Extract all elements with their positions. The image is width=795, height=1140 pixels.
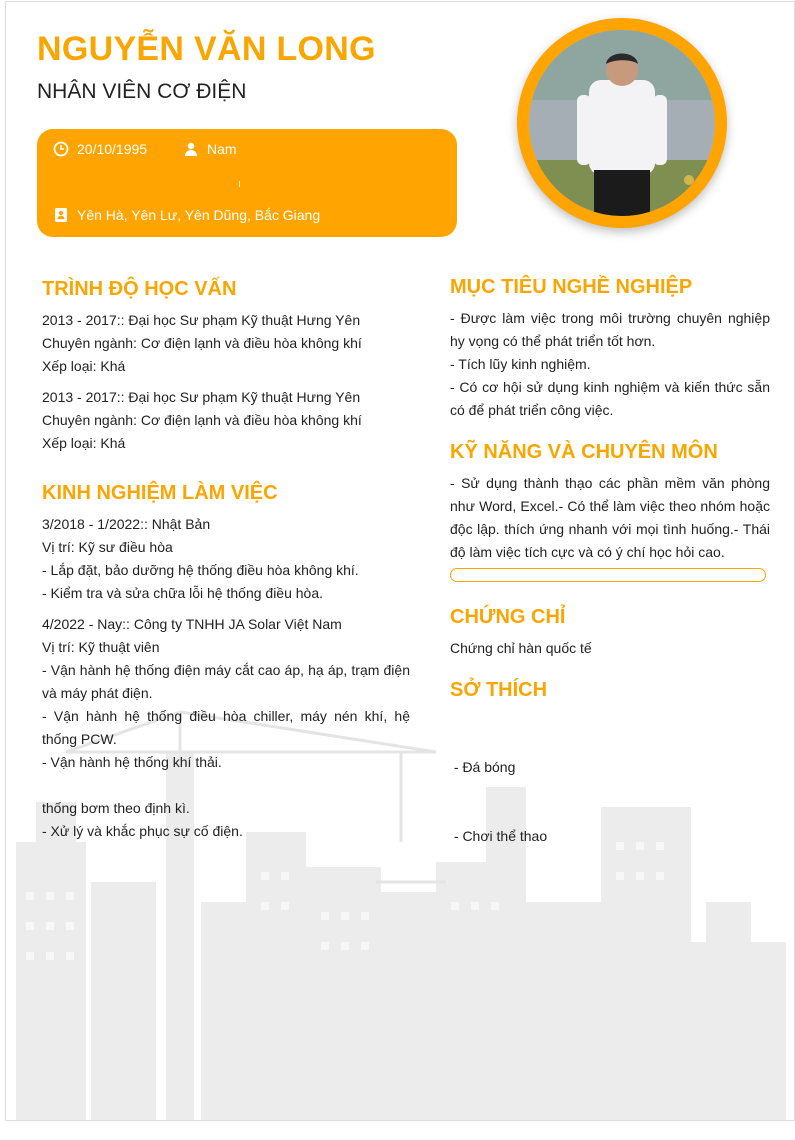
- education-entry-2-period: 2013 - 2017:: Đại học Sư phạm Kỹ thuật Hưng Yên: [42, 389, 361, 405]
- divider-mark: [239, 181, 240, 187]
- education-list: [42, 309, 422, 455]
- job-2-period: 4/2022 - Nay:: Công ty TNHH JA Solar Việt Nam: [42, 616, 342, 632]
- gender-value: Nam: [207, 141, 237, 157]
- job-1-task-2: - Kiểm tra và sửa chữa lỗi hệ thống điều hòa.: [42, 585, 324, 601]
- experience-heading: KINH NGHIỆM LÀM VIỆC: [42, 482, 278, 504]
- clock-icon: [53, 141, 69, 157]
- education-heading: TRÌNH ĐỘ HỌC VẤN: [42, 278, 237, 300]
- education-entry-1-major: Chuyên ngành: Cơ điện lạnh và điều hòa không khí: [42, 335, 362, 351]
- address-value: Yên Hà, Yên Lư, Yên Dũng, Bắc Giang: [77, 207, 321, 223]
- job-2-task-2: - Vận hành hệ thống điều hòa chiller, máy nén khí, hệ thống PCW.: [42, 708, 410, 747]
- skills-text: [450, 472, 770, 564]
- job-title: NHÂN VIÊN CƠ ĐIỆN: [37, 80, 247, 103]
- job-2-task-5: - Xử lý và khắc phục sự cố điện.: [42, 823, 243, 839]
- certificates-heading: CHỨNG CHỈ: [450, 606, 566, 628]
- objective-line-2: - Tích lũy kinh nghiệm.: [450, 356, 591, 372]
- skills-heading: KỸ NĂNG VÀ CHUYÊN MÔN: [450, 441, 718, 463]
- profile-photo: [529, 30, 715, 216]
- education-entry-2-grade: Xếp loại: Khá: [42, 435, 126, 451]
- address-book-icon: [53, 207, 69, 223]
- address-item: [53, 207, 320, 223]
- birthdate-item: [53, 141, 147, 157]
- education-entry-1-grade: Xếp loại: Khá: [42, 358, 126, 374]
- personal-info-box: [37, 129, 457, 237]
- gender-item: [183, 141, 237, 157]
- job-1-position: Vị trí: Kỹ sư điều hòa: [42, 539, 173, 555]
- candidate-name: NGUYỄN VĂN LONG: [37, 30, 376, 68]
- objective-line-1: - Được làm việc trong môi trường chuyên nghiệp hy vọng có thể phát triển tốt hơn.: [450, 310, 770, 349]
- job-1-task-1: - Lắp đặt, bảo dưỡng hệ thống điều hòa không khí.: [42, 562, 359, 578]
- education-entry-1-period: 2013 - 2017:: Đại học Sư phạm Kỹ thuật Hưng Yên: [42, 312, 361, 328]
- hobby-item-1: - Đá bóng: [450, 759, 516, 775]
- education-entry-2-major: Chuyên ngành: Cơ điện lạnh và điều hòa không khí: [42, 412, 362, 428]
- objective-text: [450, 307, 770, 422]
- job-1-period: 3/2018 - 1/2022:: Nhật Bản: [42, 516, 211, 532]
- profile-photo-frame: [517, 18, 727, 228]
- hobbies-heading: SỞ THÍCH: [450, 679, 548, 701]
- job-2-task-1: - Vận hành hệ thống điện máy cắt cao áp, hạ áp, trạm điện và máy phát điện.: [42, 662, 410, 701]
- hobbies-list: [450, 710, 770, 894]
- empty-skill-bar: [450, 568, 766, 582]
- job-2-task-4: thống bơm theo định kì.: [42, 800, 190, 816]
- skills-paragraph: - Sử dụng thành thạo các phần mềm văn phòng như Word, Excel.- Có thể làm việc theo nhóm hoặc độc lập. thích ứng nhanh với mọi tình huống.- Thái độ làm việc tích cực và có ý chí học hỏi cao.: [450, 475, 770, 560]
- user-icon: [183, 141, 199, 157]
- experience-list: [42, 513, 410, 843]
- birthdate-value: 20/10/1995: [77, 141, 148, 157]
- certificates-text: [450, 637, 770, 660]
- objective-heading: MỤC TIÊU NGHỀ NGHIỆP: [450, 276, 693, 298]
- job-2-position: Vị trí: Kỹ thuật viên: [42, 639, 160, 655]
- hobby-item-2: - Chơi thể thao: [450, 828, 548, 844]
- objective-line-3: - Có cơ hội sử dụng kinh nghiệm và kiến thức sẵn có để phát triển công việc.: [450, 379, 770, 418]
- cv-page: [5, 1, 795, 1121]
- certificate-item: Chứng chỉ hàn quốc tế: [450, 640, 592, 656]
- job-2-task-3: - Vận hành hệ thống khí thải.: [42, 754, 222, 770]
